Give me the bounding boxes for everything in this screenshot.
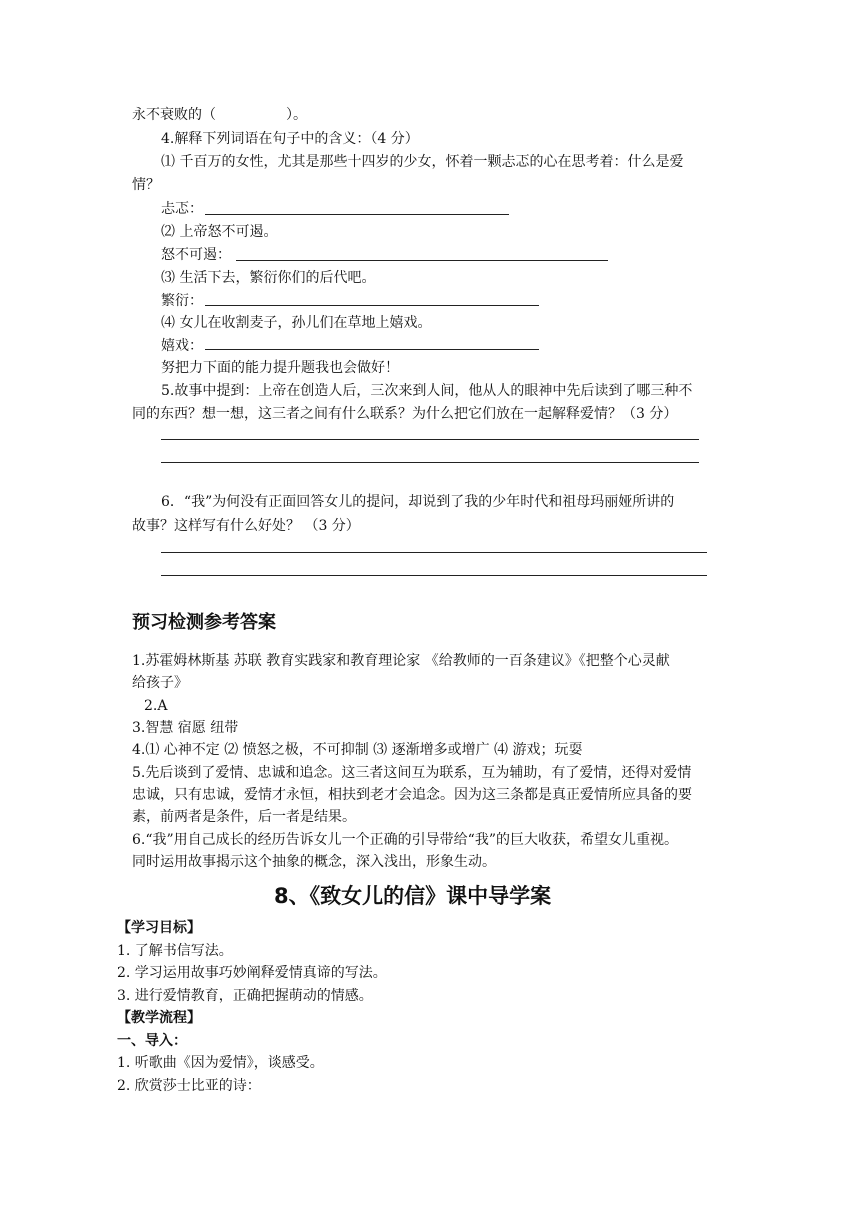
goal-1: 1. 了解书信写法。 xyxy=(117,943,233,959)
answer-5-cont2: 素，前两者是条件，后一者是结果。 xyxy=(132,809,356,825)
answer-line-5a[interactable] xyxy=(161,439,699,440)
word-label-2: 怒不可遏： xyxy=(161,247,231,263)
motto-line: 努把力下面的能力提升题我也会做好！ xyxy=(161,360,399,376)
question-5-cont: 同的东西？想一想，这三者之间有什么联系？为什么把它们放在一起解释爱情？（3 分） xyxy=(132,406,678,422)
flow-heading: 【教学流程】 xyxy=(117,1010,201,1026)
question-5: 5.故事中提到：上帝在创造人后，三次来到人间，他从人的眼神中先后读到了哪三种不 xyxy=(161,383,693,399)
answer-2: 2.A xyxy=(144,698,168,714)
answer-line-5b[interactable] xyxy=(161,462,699,463)
goal-2: 2. 学习运用故事巧妙阐释爱情真谛的写法。 xyxy=(117,965,387,981)
answers-heading: 预习检测参考答案 xyxy=(132,612,276,633)
answer-line-6a[interactable] xyxy=(161,552,707,553)
question-4-2: ⑵ 上帝怒不可遏。 xyxy=(161,224,278,240)
answer-4: 4.⑴ 心神不定 ⑵ 愤怒之极，不可抑制 ⑶ 逐渐增多或增广 ⑷ 游戏；玩耍 xyxy=(132,742,583,758)
answer-6-cont: 同时运用故事揭示这个抽象的概念，深入浅出，形象生动。 xyxy=(132,854,496,870)
answer-blank-4[interactable] xyxy=(205,349,539,350)
intro-item-2: 2. 欣赏莎士比亚的诗： xyxy=(117,1078,261,1094)
intro-heading: 一、导入： xyxy=(117,1033,187,1049)
answer-blank-3[interactable] xyxy=(205,305,539,306)
question-4-1-cont: 情？ xyxy=(132,177,160,193)
text-line: 永不衰败的（ ）。 xyxy=(132,107,307,123)
answer-3: 3.智慧 宿愿 纽带 xyxy=(132,720,239,736)
question-4: 4.解释下列词语在句子中的含义：（4 分） xyxy=(161,131,419,147)
answer-blank-1[interactable] xyxy=(205,214,509,215)
question-4-4: ⑷ 女儿在收割麦子，孙儿们在草地上嬉戏。 xyxy=(161,315,432,331)
goal-3: 3. 进行爱情教育，正确把握萌动的情感。 xyxy=(117,988,373,1004)
intro-item-1: 1. 听歌曲《因为爱情》，谈感受。 xyxy=(117,1055,324,1071)
question-6: 6．“我”为何没有正面回答女儿的提问，却说到了我的少年时代和祖母玛丽娅所讲的 xyxy=(161,494,675,510)
answer-1-cont: 给孩子》 xyxy=(132,675,188,691)
word-label-4: 嬉戏： xyxy=(161,338,203,354)
question-6-cont: 故事？这样写有什么好处？ （3 分） xyxy=(132,518,360,534)
answer-5: 5.先后谈到了爱情、忠诚和追念。这三者这间互为联系，互为辅助，有了爱情，还得对爱情 xyxy=(132,765,692,781)
answer-line-6b[interactable] xyxy=(161,575,707,576)
answer-blank-2[interactable] xyxy=(236,260,608,261)
word-label-3: 繁衍： xyxy=(161,293,203,309)
question-4-1: ⑴ 千百万的女性，尤其是那些十四岁的少女，怀着一颗忐忑的心在思考着：什么是爱 xyxy=(161,154,684,170)
lesson-title: 8、《致女儿的信》课中导学案 xyxy=(274,884,552,908)
answer-5-cont1: 忠诚，只有忠诚，爱情才永恒，相扶到老才会追念。因为这三条都是真正爱情所应具备的要 xyxy=(132,787,692,803)
word-label-1: 忐忑： xyxy=(161,201,203,217)
answer-1: 1.苏霍姆林斯基 苏联 教育实践家和教育理论家 《给教师的一百条建议》《把整个心灵献 xyxy=(132,653,670,669)
goals-heading: 【学习目标】 xyxy=(117,920,201,936)
question-4-3: ⑶ 生活下去，繁衍你们的后代吧。 xyxy=(161,270,376,286)
answer-6: 6.“我”用自己成长的经历告诉女儿一个正确的引导带给“我”的巨大收获，希望女儿重视。 xyxy=(132,832,678,848)
